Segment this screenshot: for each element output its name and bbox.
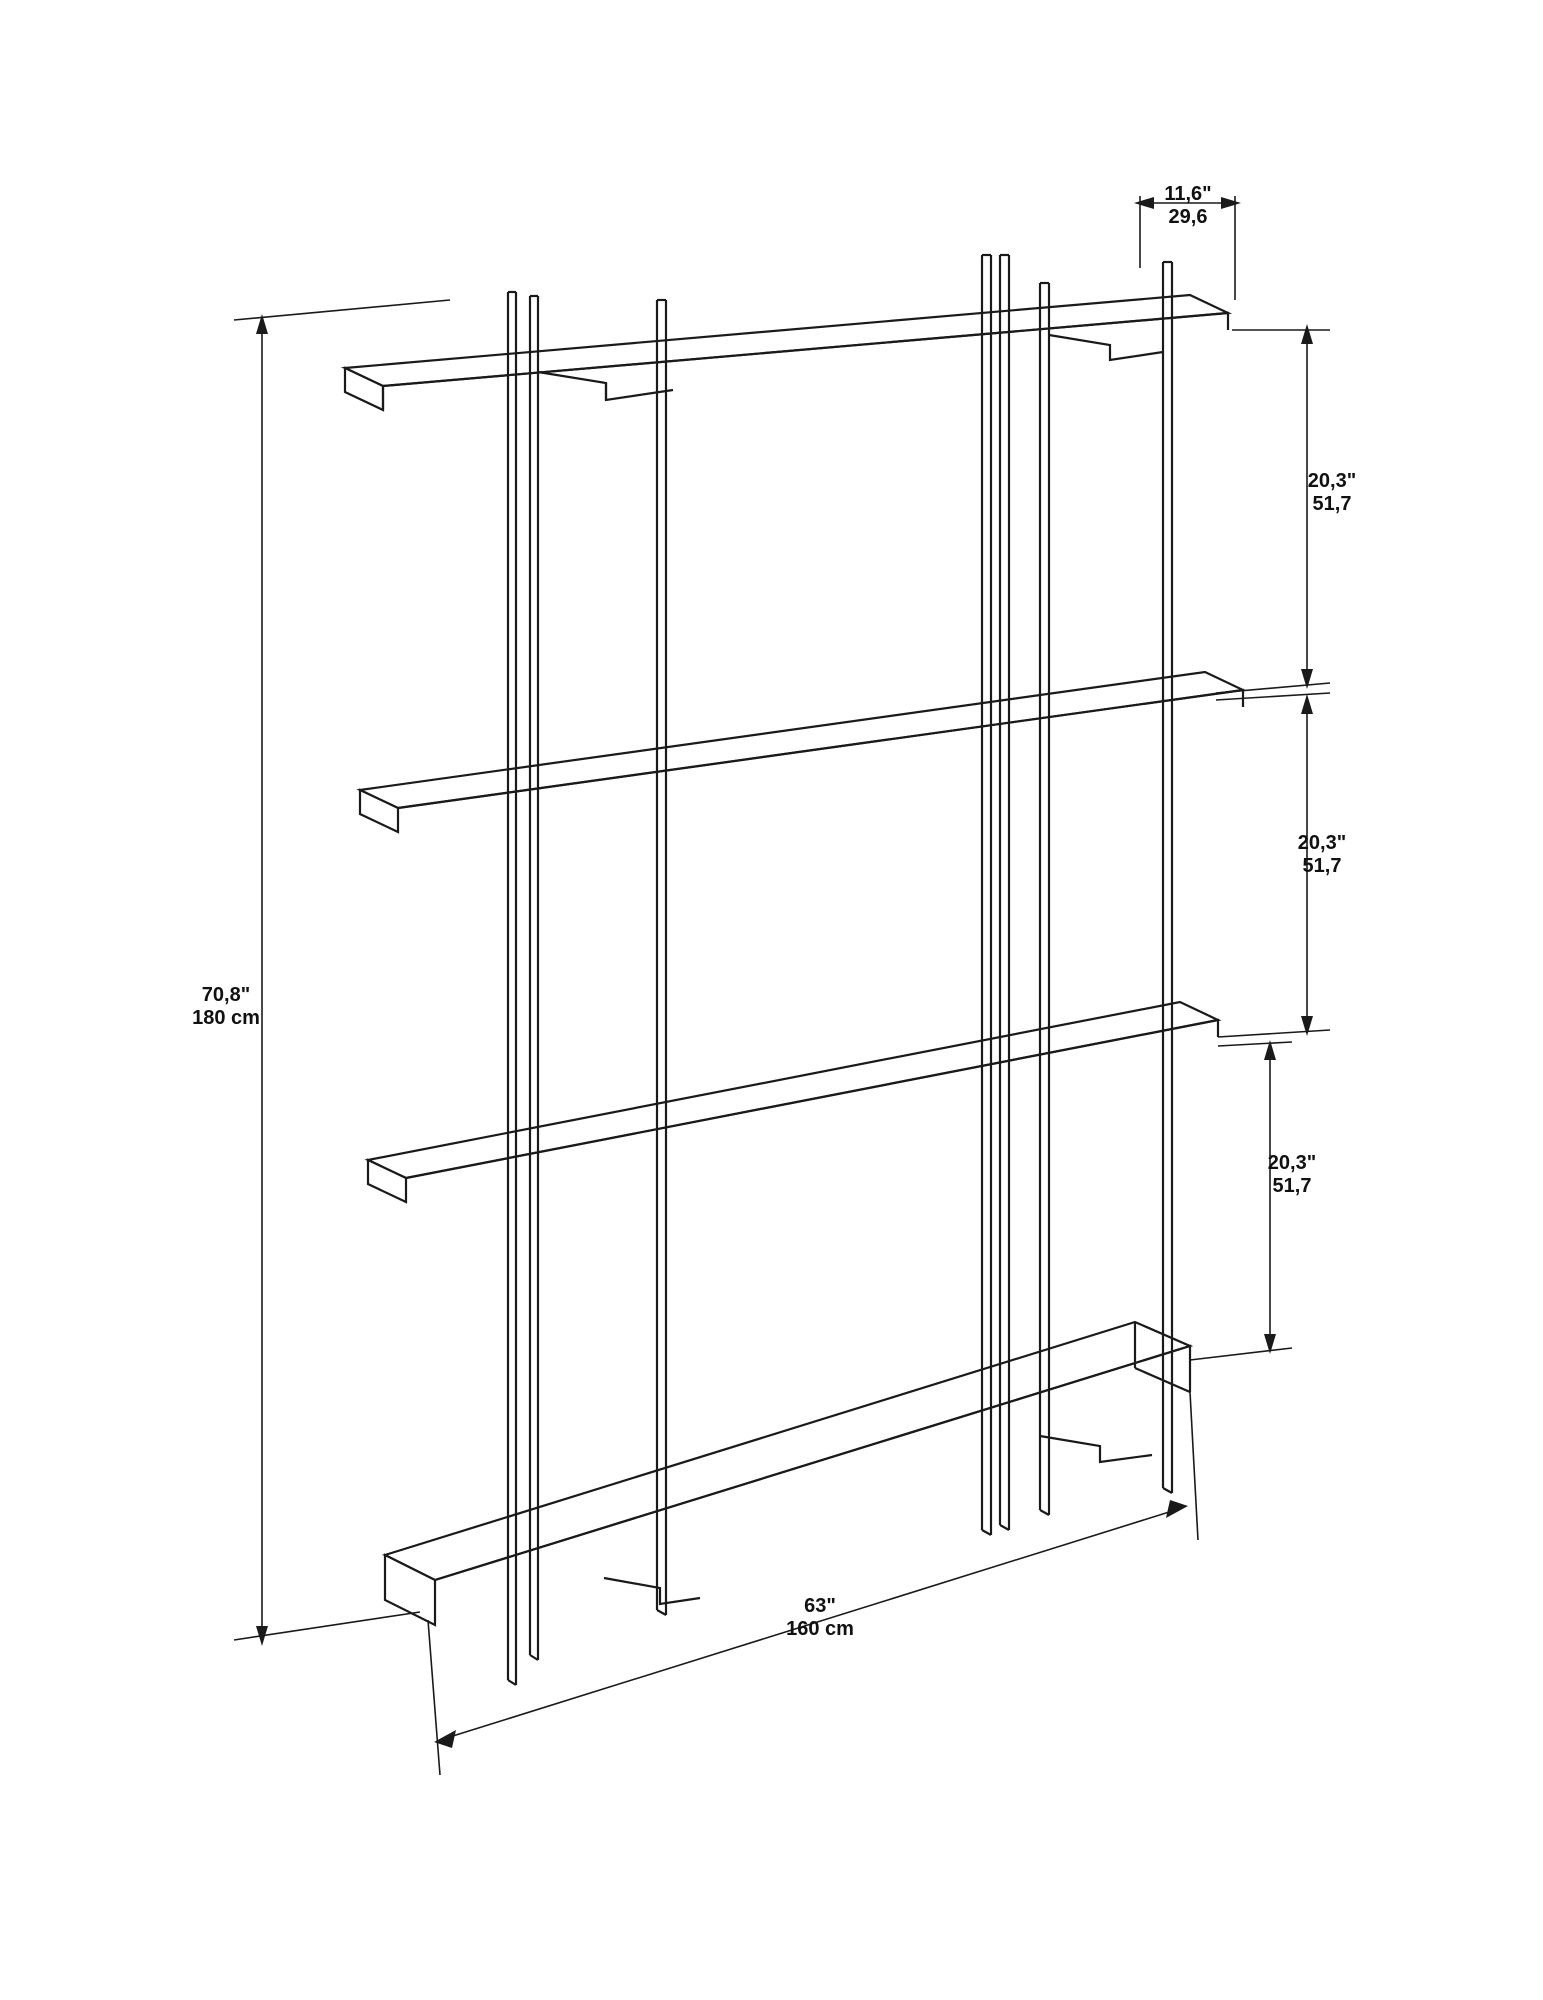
label-tier-gap-3-imperial: 20,3" bbox=[1267, 1152, 1317, 1174]
cross-brace-bottom-right bbox=[1040, 1436, 1152, 1462]
label-shelf-depth bbox=[1164, 183, 1211, 229]
label-overall-width-imperial: 63" bbox=[804, 1595, 836, 1617]
cross-brace-top-right bbox=[1049, 335, 1163, 360]
label-tier-gap-1-metric: 51,7 bbox=[1312, 493, 1352, 515]
shelf-top bbox=[345, 295, 1228, 410]
leg-post-4 bbox=[1040, 283, 1049, 1515]
shelf-second bbox=[360, 672, 1243, 832]
label-overall-height-metric: 180 cm bbox=[192, 1007, 260, 1029]
label-overall-width bbox=[786, 1595, 854, 1641]
label-tier-gap-3 bbox=[1268, 1152, 1316, 1198]
label-tier-gap-2 bbox=[1298, 832, 1346, 878]
dimension-tier-gap-3 bbox=[1190, 1040, 1292, 1360]
label-shelf-depth-metric: 29,6 bbox=[1168, 206, 1208, 228]
cross-brace-bottom bbox=[604, 1578, 700, 1604]
leg-post-2 bbox=[657, 300, 666, 1615]
shelf-third bbox=[368, 1002, 1218, 1202]
label-tier-gap-1-imperial: 20,3" bbox=[1307, 470, 1357, 492]
label-tier-gap-2-imperial: 20,3" bbox=[1297, 832, 1347, 854]
shelf-bottom bbox=[385, 1322, 1190, 1625]
label-overall-width-metric: 160 cm bbox=[786, 1618, 854, 1640]
dimension-overall-height bbox=[234, 300, 450, 1646]
label-tier-gap-3-metric: 51,7 bbox=[1272, 1175, 1312, 1197]
label-tier-gap-2-metric: 51,7 bbox=[1302, 855, 1342, 877]
label-shelf-depth-imperial: 11,6" bbox=[1164, 183, 1212, 205]
leg-post-5 bbox=[1163, 262, 1172, 1493]
cross-brace-top bbox=[538, 372, 673, 400]
leg-post-3 bbox=[982, 255, 1009, 1535]
leg-post-1 bbox=[508, 292, 538, 1685]
label-overall-height bbox=[192, 984, 260, 1030]
label-tier-gap-1 bbox=[1308, 470, 1356, 516]
label-overall-height-imperial: 70,8" bbox=[201, 984, 251, 1006]
